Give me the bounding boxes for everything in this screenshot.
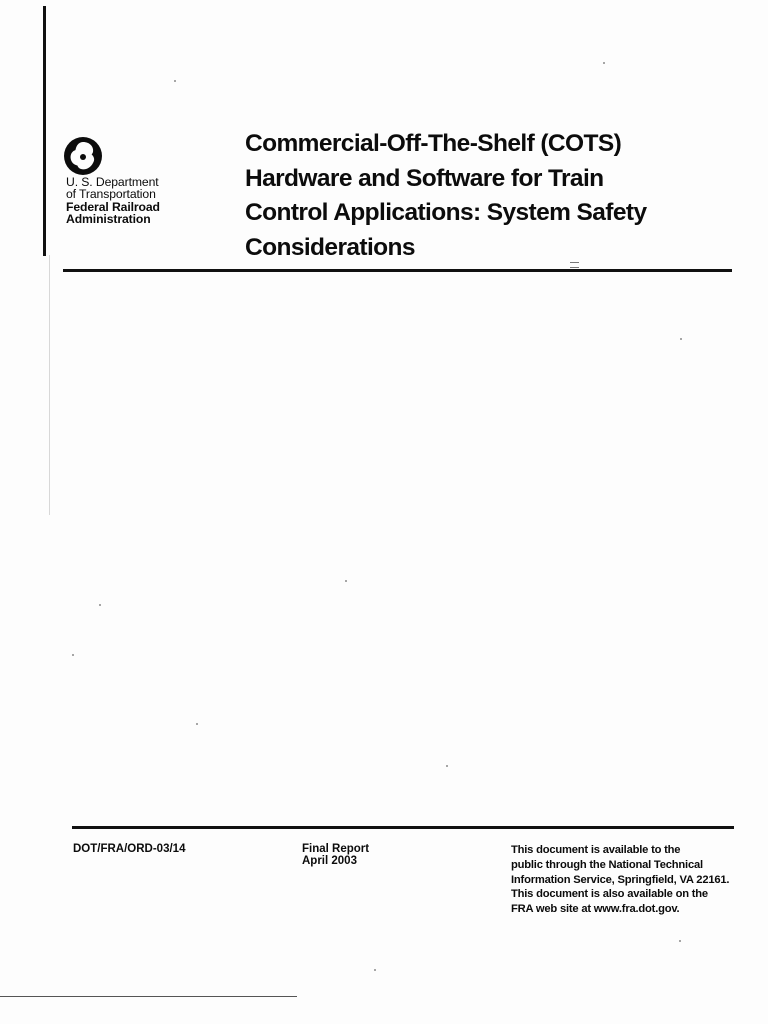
scan-speck (99, 604, 101, 606)
report-type-block (302, 843, 369, 867)
scan-speck (174, 80, 176, 82)
scan-speck (680, 338, 682, 340)
scan-speck (446, 765, 448, 767)
scan-speck (603, 62, 605, 64)
report-date: April 2003 (302, 855, 357, 867)
scan-speck (374, 969, 376, 971)
scan-speck (679, 940, 681, 942)
availability-notice: This document is available to the public through the National Technical Information Service, Springfield, VA 22161. This document is also available on the FRA web site at www.fra.dot.gov. (511, 844, 730, 916)
department-line-2: of Transportation (66, 186, 156, 201)
report-title: Commercial-Off-The-Shelf (COTS) Hardware and Software for Train Control Applications: System Safety Considerations (245, 130, 647, 261)
administration-line-2: Administration (66, 211, 151, 226)
report-number: DOT/FRA/ORD-03/14 (73, 843, 186, 855)
title-divider (63, 269, 732, 272)
report-type: Final Report (302, 843, 370, 855)
page-binding-edge (43, 6, 46, 256)
scan-speck (345, 580, 347, 582)
footer-divider (72, 826, 734, 829)
scan-speck (196, 723, 198, 725)
agency-block (66, 177, 160, 225)
page-binding-shadow (49, 255, 50, 515)
bottom-edge-line (0, 996, 297, 997)
scan-speck (72, 654, 74, 656)
scan-mark (570, 262, 579, 268)
department-line-1: U. S. Department (66, 175, 159, 189)
administration-line-1: Federal Railroad (66, 200, 160, 214)
dot-triskelion-logo-icon (63, 136, 103, 176)
